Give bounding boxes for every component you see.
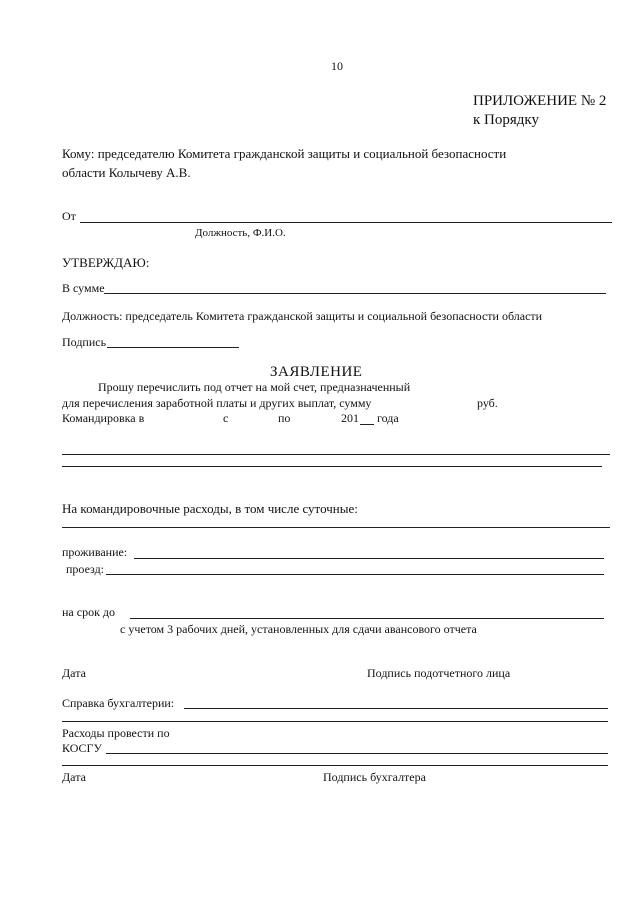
signature-field-line[interactable] [107,347,239,348]
from-label: От [62,209,76,223]
request-line-1: Прошу перечислить под отчет на мой счет, предназначенный [98,380,411,394]
trip-year-field-line[interactable] [360,424,374,425]
trip-label: Командировка в [62,411,145,425]
appendix-subtitle: к Порядку [473,112,539,128]
document-title: ЗАЯВЛЕНИЕ [270,364,363,380]
position-line: Должность: председатель Комитета гражданской защиты и социальной безопасности области [62,309,543,323]
trip-year-prefix: 201 [341,411,359,425]
accountable-signature-label: Подпись подотчетного лица [367,666,511,680]
request-currency: руб. [477,396,498,410]
sum-label: В сумме [62,281,105,295]
signature-label: Подпись [62,335,107,349]
trip-year-suffix: года [377,411,399,425]
from-field-line[interactable] [80,222,612,223]
term-note: с учетом 3 рабочих дней, установленных для сдачи авансового отчета [120,622,477,636]
accounting-note-extra-line[interactable] [62,721,608,722]
accountant-signature-label: Подпись бухгалтера [323,770,426,784]
expenses-by-label: Расходы провести по [62,726,170,740]
request-line-2: для перечисления заработной платы и других выплат, сумму [62,396,372,410]
addressee-line-1: Кому: председателю Комитета гражданской защиты и социальной безопасности [62,146,507,161]
from-caption: Должность, Ф.И.О. [195,227,286,239]
accounting-note-field-line[interactable] [184,708,608,709]
term-label: на срок до [62,605,116,619]
date-label-2: Дата [62,770,86,784]
appendix-title: ПРИЛОЖЕНИЕ № 2 [473,93,607,109]
expenses-field-line[interactable] [62,527,610,528]
kosgu-label: КОСГУ [62,741,102,755]
page-number: 10 [331,59,343,73]
blank-line-2[interactable] [62,466,602,467]
trip-from-label: с [223,411,229,425]
travel-label: проезд: [66,562,105,576]
travel-field-line[interactable] [106,574,604,575]
lodging-field-line[interactable] [134,558,604,559]
lodging-label: проживание: [62,545,128,559]
kosgu-extra-line[interactable] [62,765,608,766]
date-label-1: Дата [62,666,86,680]
accounting-note-label: Справка бухгалтерии: [62,696,175,710]
term-field-line[interactable] [130,618,604,619]
trip-to-label: по [278,411,291,425]
addressee-line-2: области Колычеву А.В. [62,165,191,180]
kosgu-field-line[interactable] [106,753,608,754]
expenses-label: На командировочные расходы, в том числе суточные: [62,501,358,516]
sum-field-line[interactable] [104,293,606,294]
blank-line-1[interactable] [62,454,610,455]
approve-label: УТВЕРЖДАЮ: [62,255,150,270]
